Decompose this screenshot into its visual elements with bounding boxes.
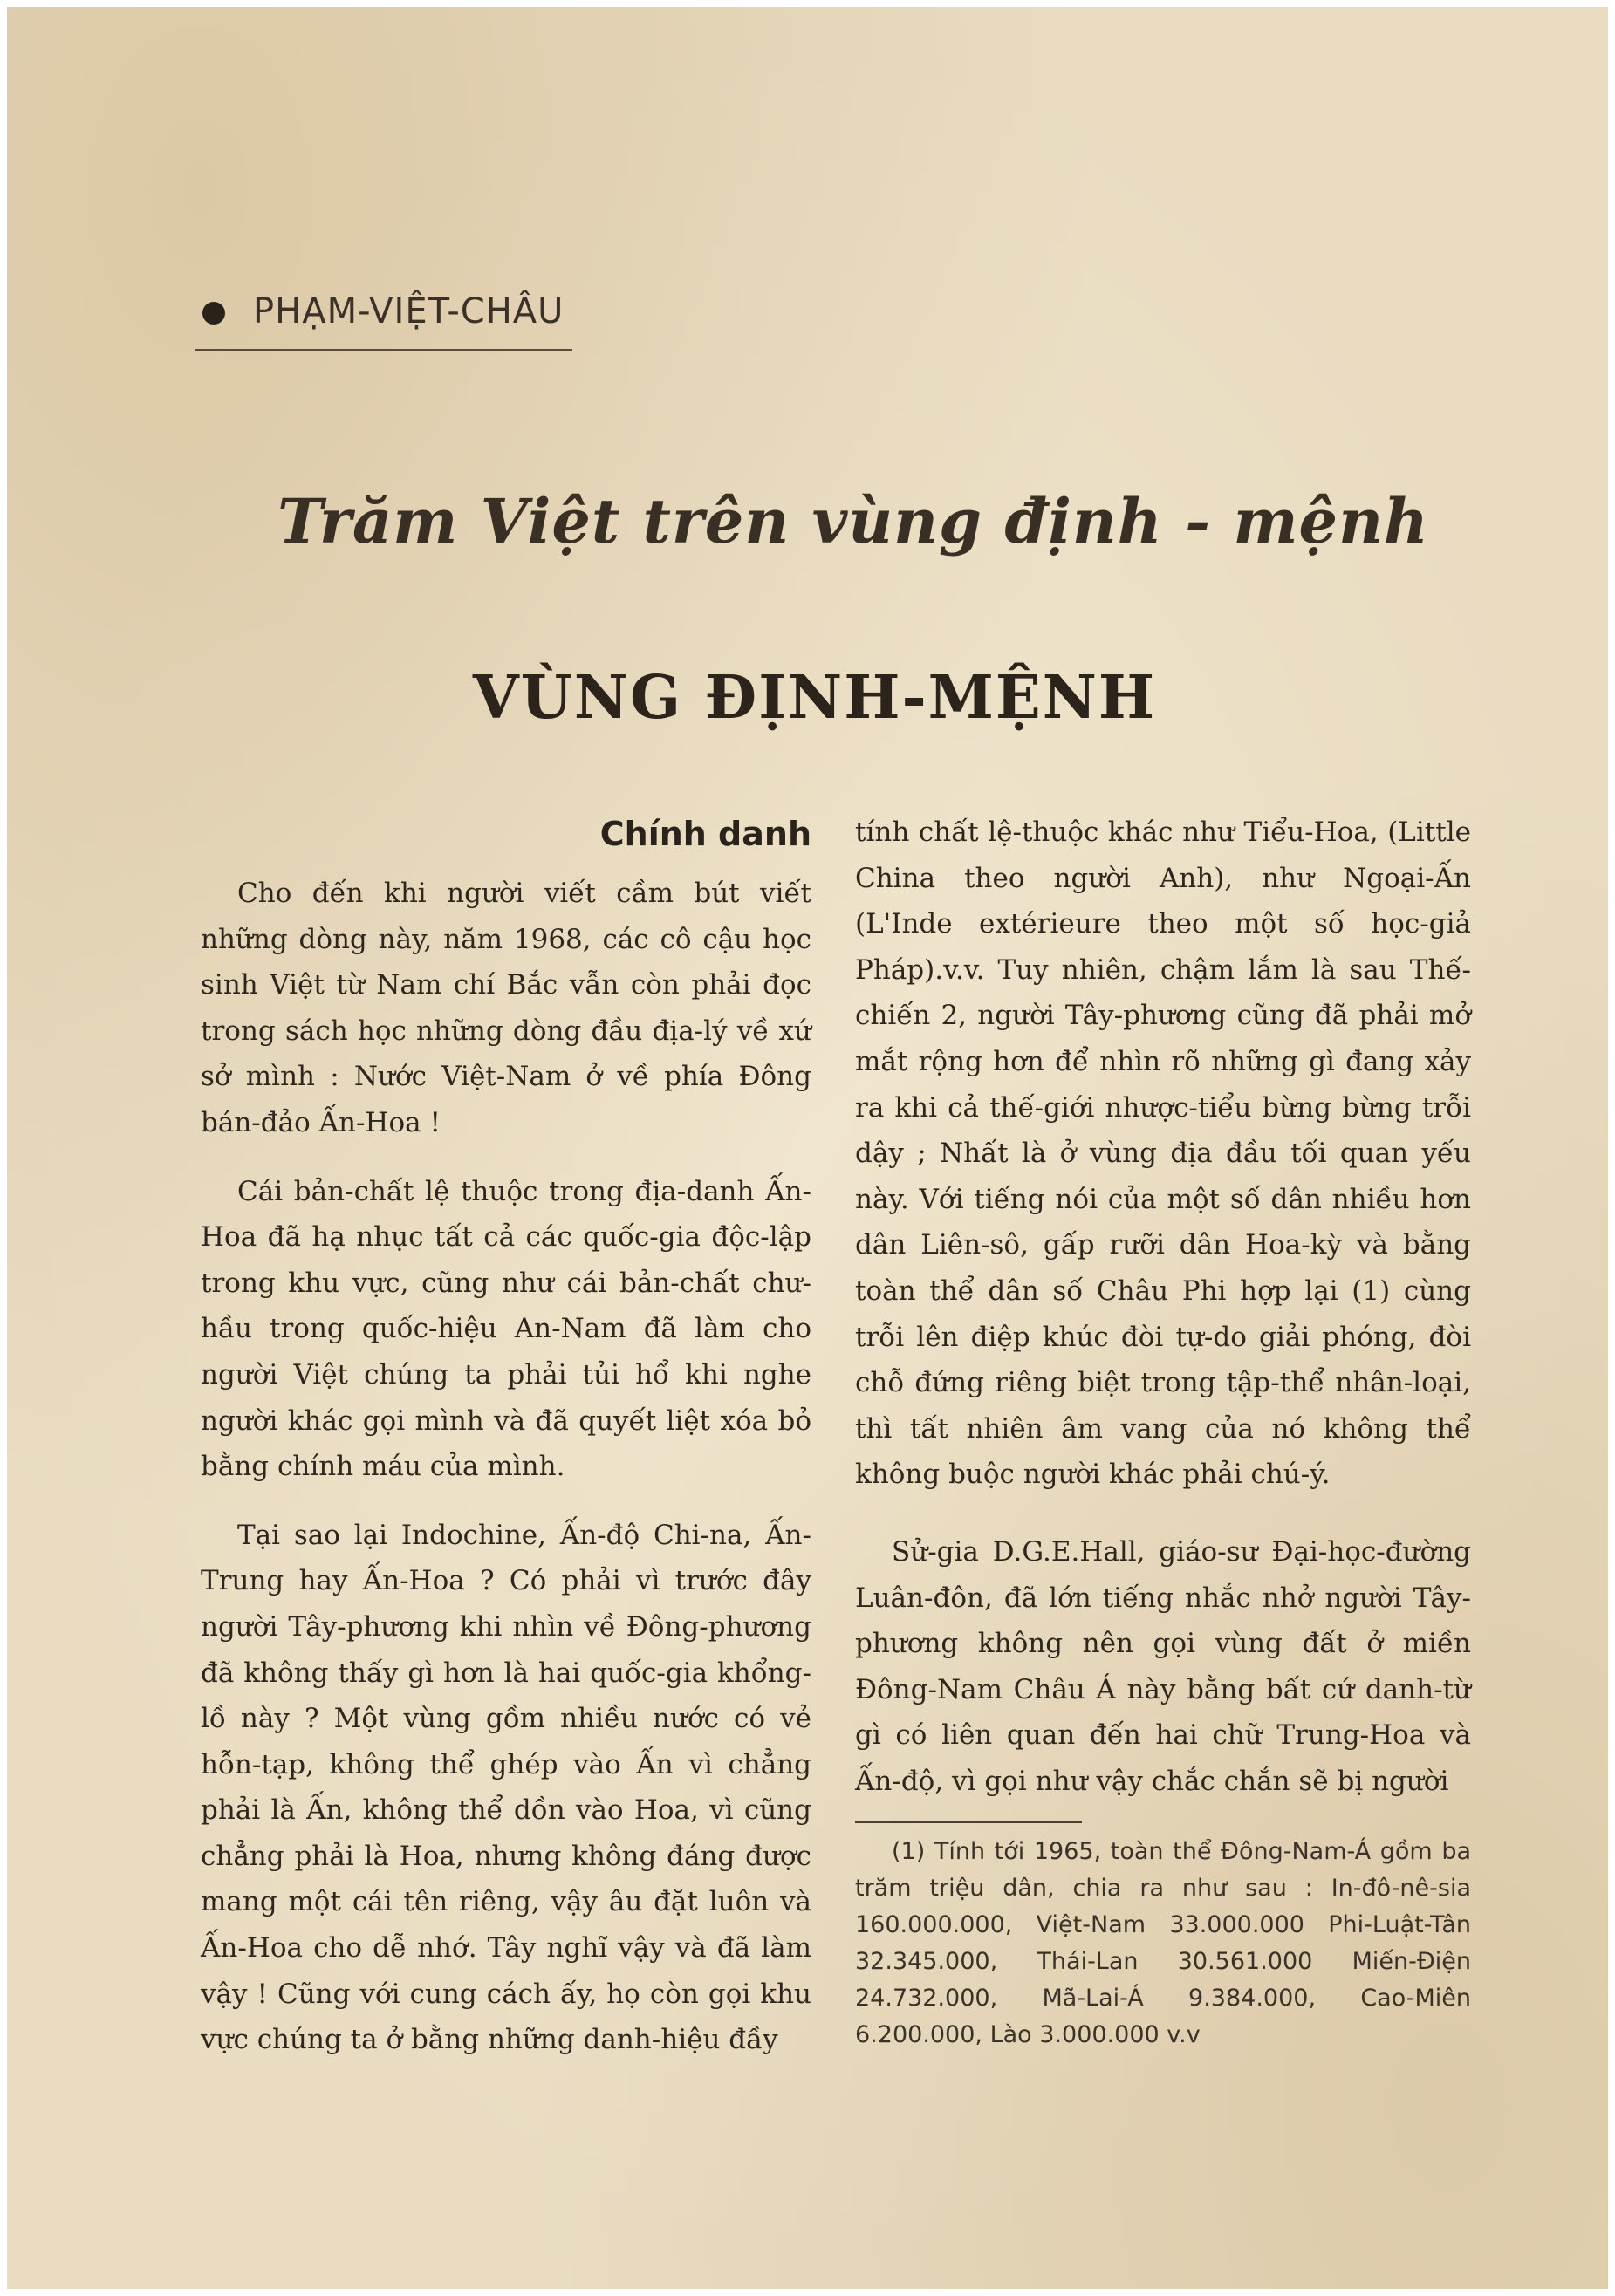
article-title: Trăm Việt trên vùng định - mệnh (277, 485, 1429, 557)
bullet-icon (202, 302, 225, 325)
author-name: PHẠM-VIỆT-CHÂU (253, 291, 565, 331)
right-column (855, 810, 1471, 2053)
paragraph: Sử-gia D.G.E.Hall, giáo-sư Đại-học-đường Luân-đôn, đã lớn tiếng nhắc nhở người Tây-phương không nên gọi vùng đất ở miền Đông-Nam Châu Á này bằng bất cứ danh-từ gì có liên quan đến hai chữ Trung-Hoa và Ấn-độ, vì gọi như vậy chắc chắn sẽ bị người (855, 1535, 1471, 1797)
footnote-divider (855, 1821, 1082, 1823)
paragraph: tính chất lệ-thuộc khác như Tiểu-Hoa, (Little China theo người Anh), như Ngoại-Ấn (L'Inde extérieure theo một số học-giả Pháp).v.v. Tuy nhiên, chậm lắm là sau Thế-chiến 2, người Tây-phương cũng đã phải mở mắt rộng hơn để nhìn rõ những gì đang xảy ra khi cả thế-giới nhược-tiểu bừng bừng trỗi dậy ; Nhất là ở vùng địa đầu tối quan yếu này. Với tiếng nói của một số dân nhiều hơn dân Liên-sô, gấp rưỡi dân Hoa-kỳ và bằng toàn thể dân số Châu Phi hợp lại (1) cùng trỗi lên điệp khúc đòi tự-do giải phóng, đòi chỗ đứng riêng biệt trong tập-thể nhân-loại, thì tất nhiên âm vang của nó không thể không buộc người khác phải chú-ý. (855, 817, 1471, 1491)
footnote: (1) Tính tới 1965, toàn thể Đông-Nam-Á gồm ba trăm triệu dân, chia ra như sau : In-đô-nê-sia 160.000.000, Việt-Nam 33.000.000 Phi-Luật-Tân 32.345.000, Thái-Lan 30.561.000 Miến-Điện 24.732.000, Mã-Lai-Á 9.384.000, Cao-Miên 6.200.000, Lào 3.000.000 v.v (855, 1838, 1471, 2049)
left-column (201, 810, 811, 2063)
author-underline (195, 349, 572, 351)
article-subtitle: VÙNG ĐỊNH-MỆNH (472, 663, 1157, 733)
section-heading: Chính danh (599, 815, 811, 853)
paragraph: Cho đến khi người viết cầm bút viết những dòng này, năm 1968, các cô cậu học sinh Việt từ Nam chí Bắc vẫn còn phải đọc trong sách học những dòng đầu địa-lý về xứ sở mình : Nước Việt-Nam ở về phía Đông bán-đảo Ấn-Hoa ! (201, 878, 811, 1138)
paragraph: Tại sao lại Indochine, Ấn-độ Chi-na, Ấn-Trung hay Ấn-Hoa ? Có phải vì trước đây người Tây-phương khi nhìn về Đông-phương đã không thấy gì hơn là hai quốc-gia khổng-lồ này ? Một vùng gồm nhiều nước có vẻ hỗn-tạp, không thể ghép vào Ấn vì chẳng phải là Ấn, không thể dồn vào Hoa, vì cũng chẳng phải là Hoa, nhưng không đáng được mang một cái tên riêng, vậy âu đặt luôn và Ấn-Hoa cho dễ nhớ. Tây nghĩ vậy và đã làm vậy ! Cũng với cung cách ấy, họ còn gọi khu vực chúng ta ở bằng những danh-hiệu đầy (201, 1519, 811, 2056)
document-page (7, 7, 1608, 2289)
paragraph: Cái bản-chất lệ thuộc trong địa-danh Ấn-Hoa đã hạ nhục tất cả các quốc-gia độc-lập trong khu vực, cũng như cái bản-chất chư-hầu trong quốc-hiệu An-Nam đã làm cho người Việt chúng ta phải tủi hổ khi nghe người khác gọi mình và đã quyết liệt xóa bỏ bằng chính máu của mình. (201, 1175, 811, 1483)
